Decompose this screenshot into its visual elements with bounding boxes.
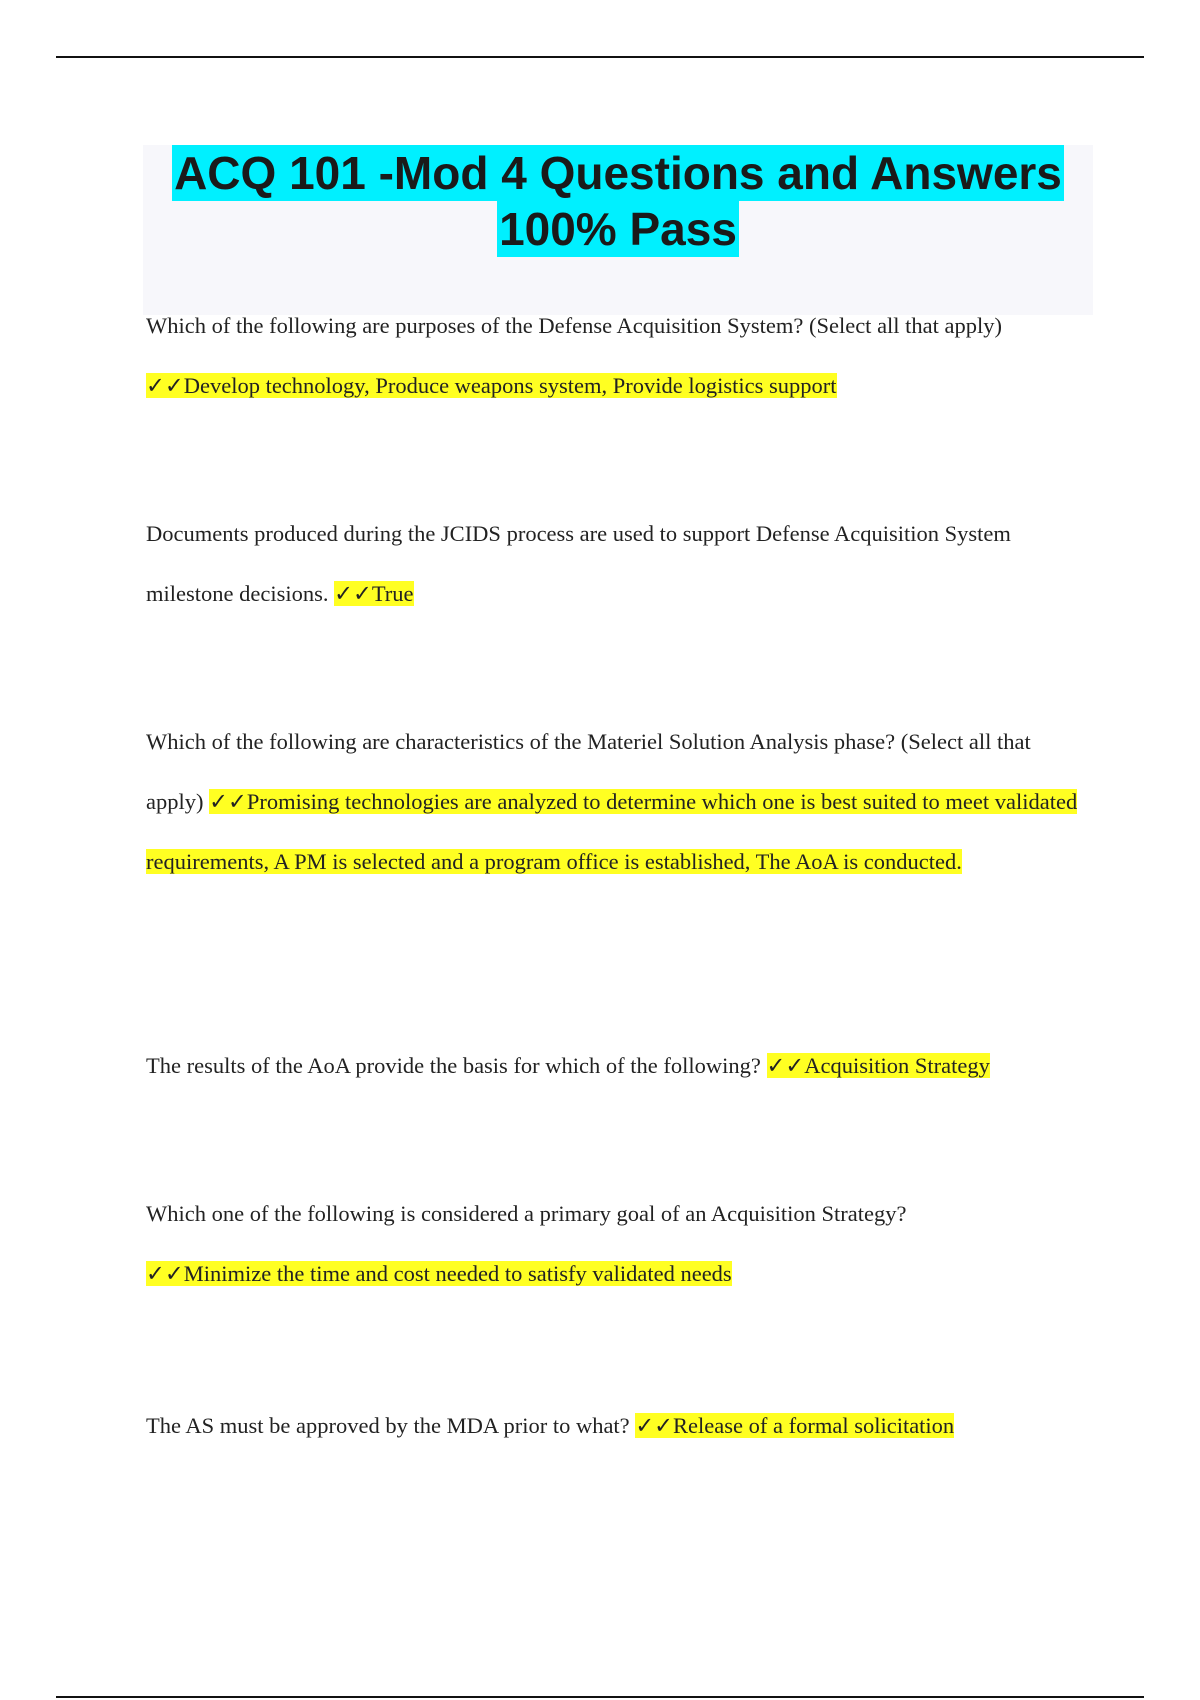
question-text: Which of the following are purposes of the Defense Acquisition System? (Select all that apply) <box>146 313 1003 338</box>
question-text: The AS must be approved by the MDA prior to what? <box>146 1413 630 1438</box>
answer-highlight <box>146 373 837 398</box>
question-text: The results of the AoA provide the basis for which of the following? <box>146 1053 761 1078</box>
qa-item-3 <box>146 712 1086 892</box>
answer-highlight <box>334 581 413 606</box>
double-checkmark-icon: ✓✓ <box>209 789 247 814</box>
answer-highlight <box>635 1413 954 1438</box>
question-text: Which one of the following is considered a primary goal of an Acquisition Strategy? <box>146 1201 907 1226</box>
qa-item-5 <box>146 1184 1086 1304</box>
double-checkmark-icon: ✓✓ <box>635 1413 674 1438</box>
qa-item-6 <box>146 1396 1086 1456</box>
double-checkmark-icon: ✓✓ <box>334 581 372 606</box>
page-top-rule <box>56 56 1144 58</box>
question-text: Which of the following are characteristics of the Materiel Solution Analysis phase? (Select all that apply) <box>146 729 1031 814</box>
question-text: Documents produced during the JCIDS process are used to support Defense Acquisition System milestone decisions. <box>146 521 1011 606</box>
answer-highlight <box>146 1261 732 1286</box>
answer-text: True <box>371 581 414 606</box>
document-title-block <box>143 145 1093 315</box>
double-checkmark-icon: ✓✓ <box>766 1053 805 1078</box>
answer-text: Release of a formal solicitation <box>673 1413 955 1438</box>
page-bottom-rule <box>56 1696 1144 1698</box>
answer-text: Develop technology, Produce weapons system, Provide logistics support <box>183 373 837 398</box>
answer-highlight <box>146 789 1077 874</box>
answer-text: Minimize the time and cost needed to satisfy validated needs <box>183 1261 732 1286</box>
double-checkmark-icon: ✓✓ <box>146 373 184 398</box>
qa-item-1 <box>146 296 1086 416</box>
document-title-line-2: 100% Pass <box>499 203 737 255</box>
answer-text: Acquisition Strategy <box>804 1053 990 1078</box>
answer-text: Promising technologies are analyzed to determine which one is best suited to meet validated requirements, A PM is selected and a program office is established, The AoA is conducted. <box>146 789 1078 874</box>
qa-item-2 <box>146 504 1086 624</box>
qa-item-4 <box>146 1036 1086 1096</box>
document-title-line-1: ACQ 101 -Mod 4 Questions and Answers <box>174 147 1062 199</box>
answer-highlight <box>767 1053 990 1078</box>
double-checkmark-icon: ✓✓ <box>146 1261 184 1286</box>
